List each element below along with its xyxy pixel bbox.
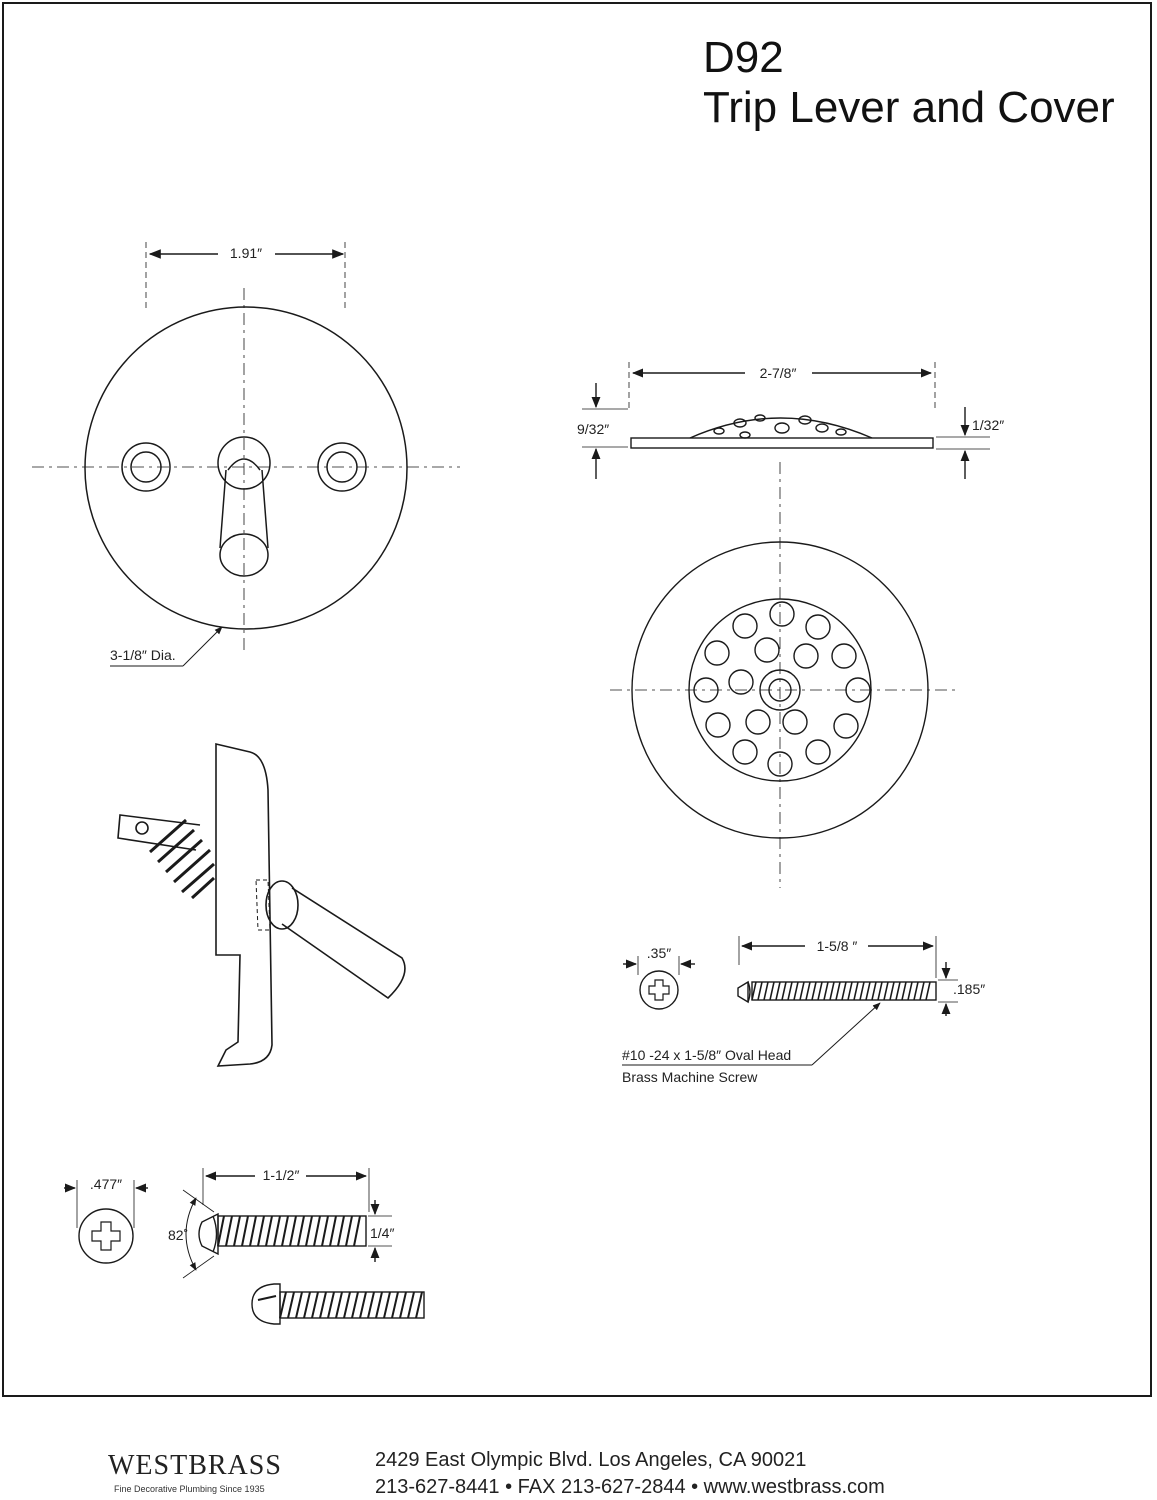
dim-large-screw-length: 1-1/2″: [262, 1167, 300, 1183]
company-address: 2429 East Olympic Blvd. Los Angeles, CA 90021: [375, 1449, 807, 1471]
dim-grate-width: 2-7/8″: [759, 365, 797, 381]
dim-grate-height: 9/32″: [577, 421, 610, 437]
dim-small-screw-length: 1-5/8 ″: [816, 938, 858, 954]
large-screw-perspective: [252, 1284, 424, 1324]
brand-logo: WESTBRASS: [108, 1450, 282, 1481]
faceplate-circle: [85, 307, 407, 629]
product-title: Trip Lever and Cover: [703, 83, 1115, 132]
dim-head-angle: 82˚: [168, 1227, 189, 1243]
brand-tagline: Fine Decorative Plumbing Since 1935: [114, 1484, 265, 1494]
side-lever: [282, 888, 405, 998]
dim-small-screw-head: .35″: [646, 945, 672, 961]
faceplate-front-view: [32, 242, 460, 666]
dim-grate-rim: 1/32″: [972, 417, 1005, 433]
screw-callout-line2: Brass Machine Screw: [622, 1069, 758, 1085]
small-screw-drawing: [622, 936, 958, 1065]
grate-top-view: [610, 462, 958, 888]
large-screw-head-side: [199, 1214, 218, 1254]
grate-flange: [631, 438, 933, 448]
dim-plate-diameter: 3-1/8″ Dia.: [110, 647, 176, 663]
small-screw-head-top: [640, 971, 678, 1009]
spring-coil: [150, 820, 214, 898]
dim-small-screw-diameter: .185″: [953, 981, 986, 997]
screw-callout-line1: #10 -24 x 1-5/8″ Oval Head: [622, 1047, 792, 1063]
faceplate-profile: [216, 744, 272, 1066]
faceplate-side-view: [118, 744, 405, 1066]
company-contact: 213-627-8441 • FAX 213-627-2844 • www.westbrass.com: [375, 1476, 885, 1498]
dim-large-screw-diameter: 1/4″: [370, 1225, 395, 1241]
large-screw-head-top: [79, 1209, 133, 1263]
grate-holes: [694, 602, 870, 776]
dim-large-screw-head: .477″: [89, 1176, 123, 1192]
small-screw-head-side: [738, 982, 748, 1002]
dim-hole-spacing: 1.91″: [229, 245, 263, 261]
model-number: D92: [703, 33, 784, 82]
